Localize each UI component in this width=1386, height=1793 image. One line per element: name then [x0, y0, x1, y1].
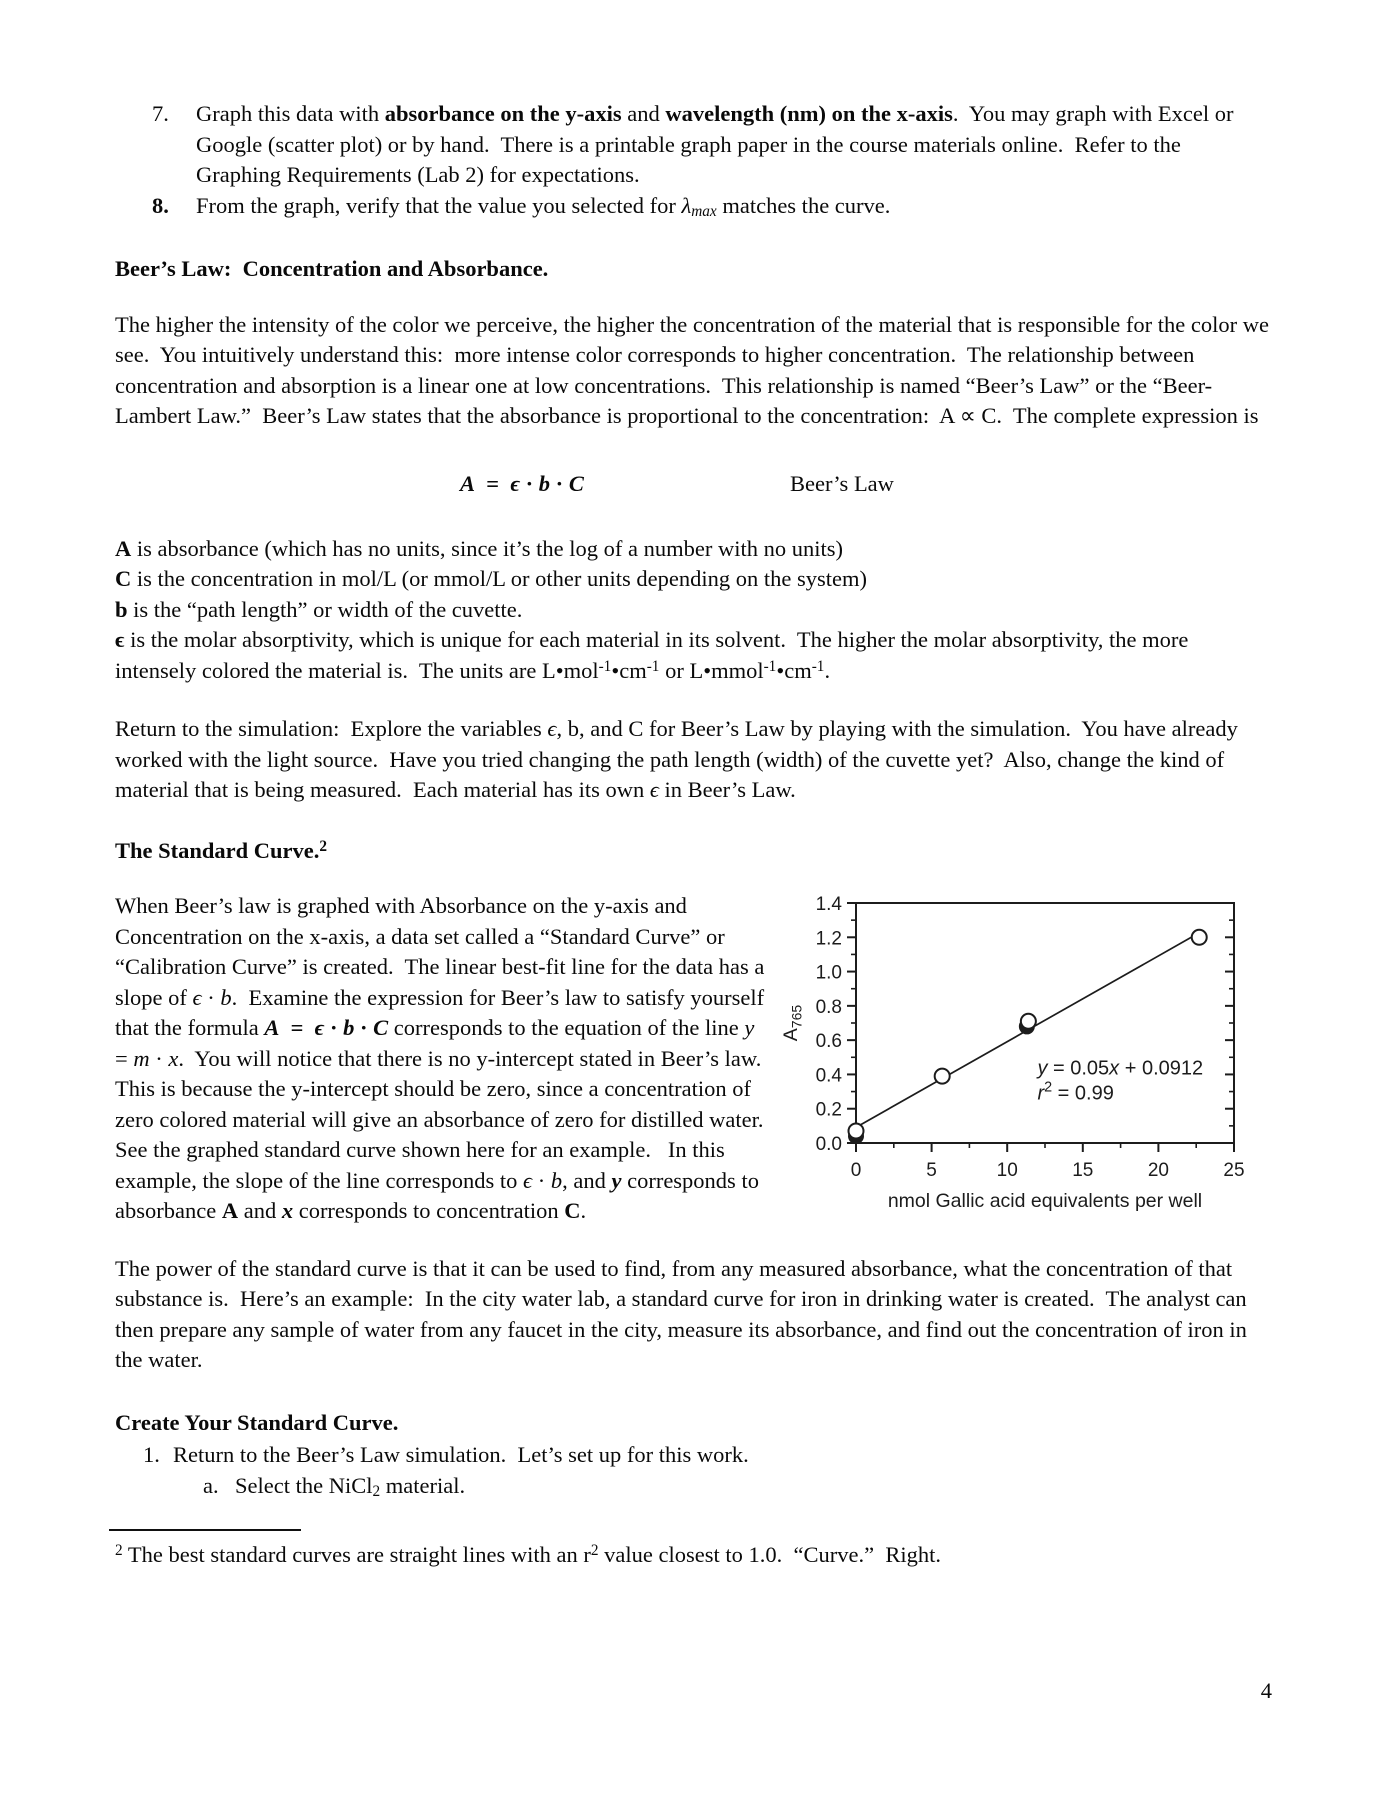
- section-heading-create-standard-curve: Create Your Standard Curve.: [115, 1409, 399, 1435]
- svg-text:1.2: 1.2: [815, 928, 842, 950]
- beers-law-formula-label: Beer’s Law: [790, 470, 894, 496]
- paragraph-standard-curve: When Beer’s law is graphed with Absorbance on the y-axis and Concentration on the x-axis, a data set called a “Standard Curve” or “Calibration Curve” is created. The linear best-fit line for the data has a slope of ϵ · b. Examine the expression for Beer’s law to satisfy yourself that the formula A = ϵ · b · C corresponds to the equation of the line y = m · x. You will notice that there is no y-intercept stated in Beer’s law. This is because the y-intercept should be zero, since a concentration of zero colored material will give an absorbance of zero for distilled water. See the graphed standard curve shown here for an example. In this example, the slope of the line corresponds to ϵ · b, and y corresponds to absorbance A and x corresponds to concentration C.: [115, 893, 775, 1223]
- definition-concentration: C is the concentration in mol/L (or mmol/L or other units depending on the system): [115, 566, 867, 591]
- svg-text:0.8: 0.8: [815, 996, 842, 1018]
- svg-text:0.2: 0.2: [815, 1099, 842, 1121]
- svg-text:r2 = 0.99: $r^2 = 0.99$: [1037, 1079, 1114, 1105]
- definition-path-length: b is the “path length” or width of the cuvette.: [115, 596, 523, 622]
- svg-text:0.0: 0.0: [815, 1134, 842, 1155]
- paragraph-beers-law-intro: The higher the intensity of the color we perceive, the higher the concentration of the material that is responsible for the color we see. You intuitively understand this: more intense color corresponds to higher concentration. The relationship between concentration and absorption is a linear one at low concentrations. This relationship is named “Beer’s Law” or the “Beer-Lambert Law.” Beer’s Law states that the absorbance is proportional to the concentration: A ∝ C. The complete expression is: [115, 311, 1275, 428]
- beers-law-formula: A = ϵ · b · C: [460, 470, 584, 496]
- svg-text:y = 0.05x + 0.0912: y = 0.05x + 0.0912: [1037, 1057, 1204, 1080]
- list-item-8-number: 8.: [152, 192, 169, 218]
- ordered-list-top: [115, 99, 1270, 221]
- svg-text:0: 0: [850, 1160, 862, 1181]
- standard-curve-chart-svg: [775, 891, 1270, 1233]
- list-item-1a-number: a.: [203, 1472, 219, 1498]
- list-item-1a: [115, 1471, 1270, 1502]
- svg-text:10: 10: [996, 1160, 1018, 1181]
- svg-text:1.4: 1.4: [815, 894, 842, 915]
- paragraph-return-to-simulation: Return to the simulation: Explore the variables ϵ, b, and C for Beer’s Law by playing with the simulation. You have already worked with the light source. Have you tried changing the path length (width) of the cuvette yet? Also, change the kind of material that is being measured. Each material has its own ϵ in Beer’s Law.: [115, 716, 1244, 802]
- svg-text:20: 20: [1147, 1160, 1169, 1181]
- footnote-block: [115, 1529, 1270, 1571]
- svg-text:15: 15: [1072, 1160, 1094, 1181]
- footnote-divider: [109, 1529, 301, 1531]
- ordered-list-create-curve: [115, 1440, 1270, 1501]
- svg-text:0.6: 0.6: [815, 1031, 842, 1053]
- footnote-text: $^2$ The best standard curves are straight lines with an $r^2$ value closest to 1.0. “Curve.” Right.: [115, 1542, 941, 1567]
- svg-text:25: 25: [1223, 1160, 1245, 1181]
- definitions-block: [115, 534, 1270, 687]
- list-item-7: [115, 99, 1270, 191]
- list-item-7-text: Graph this data with absorbance on the y-axis and wavelength (nm) on the x-axis. You may graph with Excel or Google (scatter plot) or by hand. There is a printable graph paper in the course materials online. Refer to the Graphing Requirements (Lab 2) for expectations.: [196, 101, 1240, 187]
- equation-row: [115, 469, 1270, 502]
- list-item-1: [115, 1440, 1270, 1471]
- list-item-8-text: From the graph, verify that the value you selected for $\lambda_{max}$ matches the curve.: [196, 192, 891, 220]
- list-item-7-number: 7.: [152, 101, 169, 126]
- standard-curve-section: [115, 891, 1270, 1227]
- svg-text:1.0: 1.0: [815, 962, 842, 984]
- section-heading-standard-curve: The Standard Curve.$^2$: [115, 837, 328, 863]
- page-number: 4: [1260, 1678, 1272, 1703]
- definition-molar-absorptivity: ϵ is the molar absorptivity, which is unique for each material in its solvent. The higher the molar absorptivity, the more intensely colored the material is. The units are $L•mol^{-1}•cm^{-1}$ or $L•mmol^{-1}•cm^{-1}$.: [115, 627, 1195, 683]
- list-item-8: [115, 191, 1270, 222]
- paragraph-standard-curve-power: The power of the standard curve is that it can be used to find, from any measured absorbance, what the concentration of that substance is. Here’s an example: In the city water lab, a standard curve for iron in drinking water is created. The analyst can then prepare any sample of water from any faucet in the city, measure its absorbance, and find out the concentration of iron in the water.: [115, 1255, 1253, 1372]
- svg-text:A765: $A_{765}$: [780, 1004, 805, 1042]
- svg-text:nmol Gallic acid equivalents p: nmol Gallic acid equivalents per well: [887, 1190, 1203, 1212]
- section-heading-beers-law: Beer’s Law: Concentration and Absorbance.: [115, 256, 549, 281]
- list-item-1a-text: Select the NiCl$_2$ material.: [235, 1472, 466, 1500]
- list-item-1-text: Return to the Beer’s Law simulation. Let’s set up for this work.: [173, 1442, 749, 1467]
- standard-curve-chart: [775, 891, 1270, 1233]
- list-item-1-number: 1.: [143, 1442, 160, 1467]
- definition-absorbance: A is absorbance (which has no units, since it’s the log of a number with no units): [115, 535, 843, 561]
- svg-text:0.4: 0.4: [815, 1065, 842, 1087]
- svg-text:5: 5: [926, 1160, 937, 1181]
